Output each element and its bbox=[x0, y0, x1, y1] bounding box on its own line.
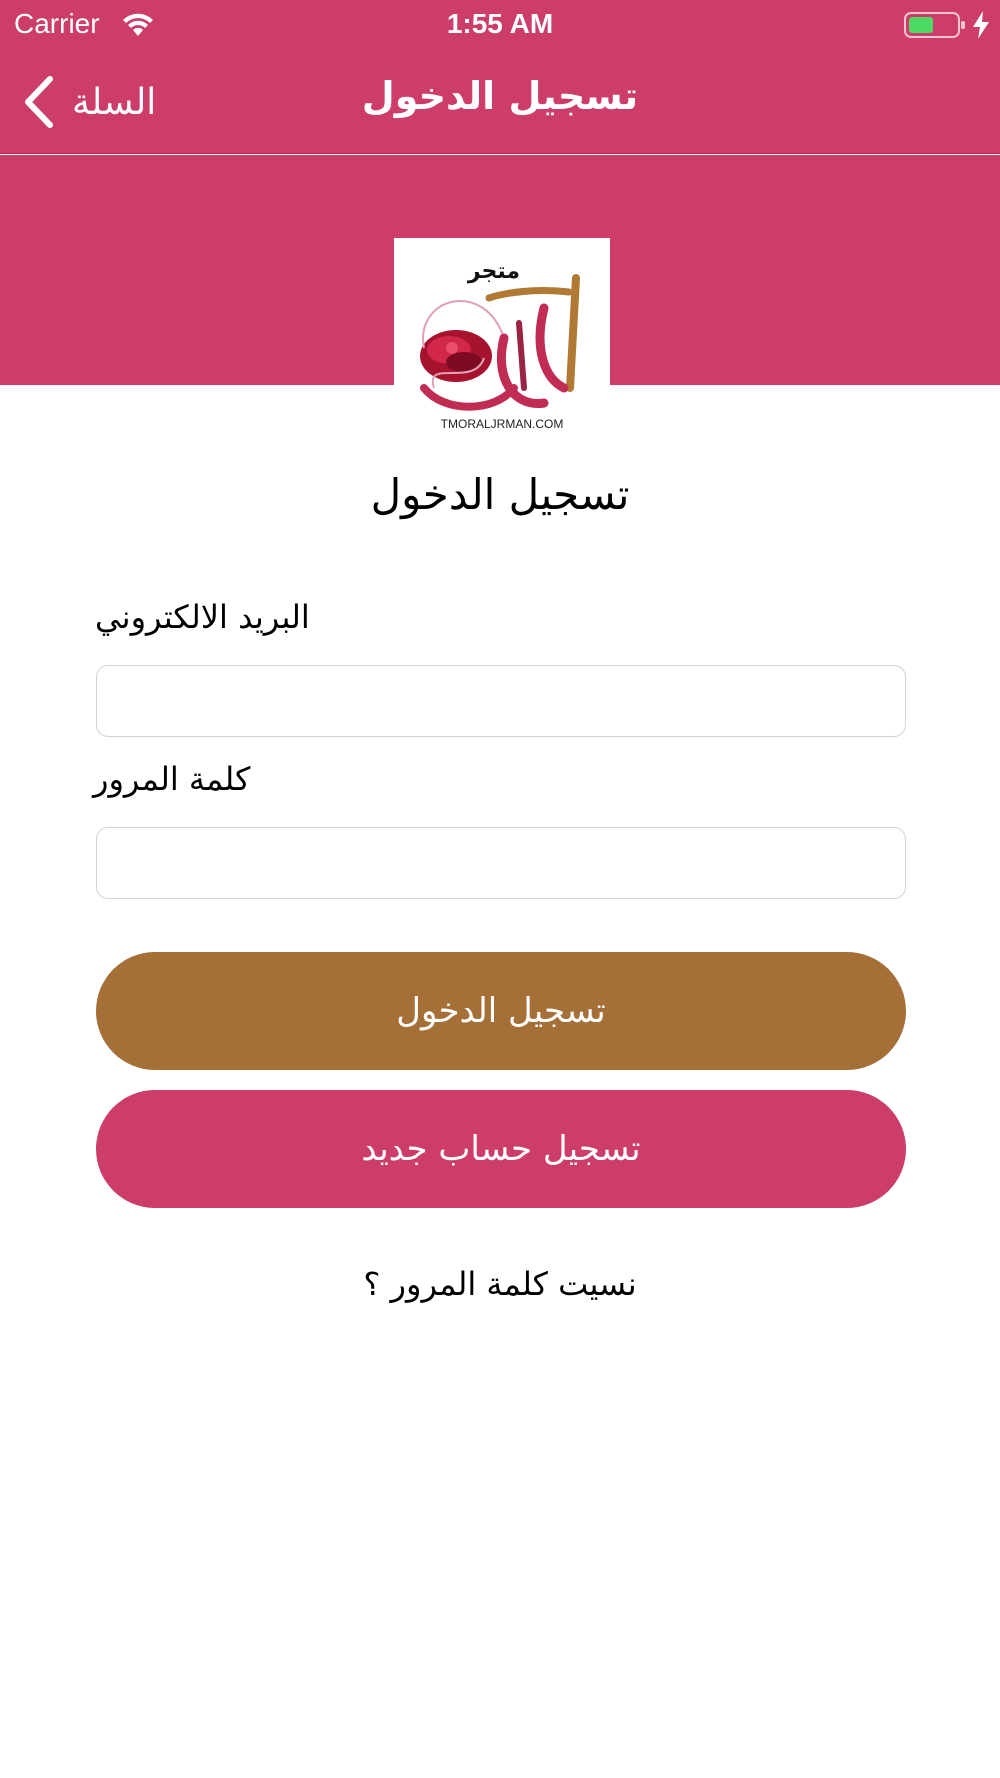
forgot-password-link[interactable]: نسيت كلمة المرور ؟ bbox=[363, 1265, 637, 1303]
logo-graphic bbox=[394, 238, 610, 440]
password-input[interactable] bbox=[96, 827, 906, 899]
navigation-bar bbox=[0, 50, 1000, 154]
password-label: كلمة المرور bbox=[93, 760, 251, 798]
carrier-label: Carrier bbox=[14, 8, 100, 39]
login-button[interactable]: تسجيل الدخول bbox=[96, 952, 906, 1070]
status-time: 1:55 AM bbox=[446, 8, 554, 39]
page-title: تسجيل الدخول bbox=[370, 470, 630, 519]
svg-text:متجر: متجر bbox=[467, 259, 520, 284]
svg-text:TMORALJRMAN.COM: TMORALJRMAN.COM bbox=[440, 417, 564, 431]
status-bar bbox=[0, 0, 1000, 50]
register-button[interactable]: تسجيل حساب جديد bbox=[96, 1090, 906, 1208]
email-input[interactable] bbox=[96, 665, 906, 737]
nav-title: تسجيل الدخول bbox=[361, 74, 639, 118]
store-logo bbox=[394, 238, 610, 440]
back-button-label: السلة bbox=[72, 81, 157, 123]
battery-icon bbox=[904, 10, 966, 40]
email-label: البريد الالكتروني bbox=[95, 598, 310, 636]
charging-bolt-icon bbox=[970, 10, 992, 40]
